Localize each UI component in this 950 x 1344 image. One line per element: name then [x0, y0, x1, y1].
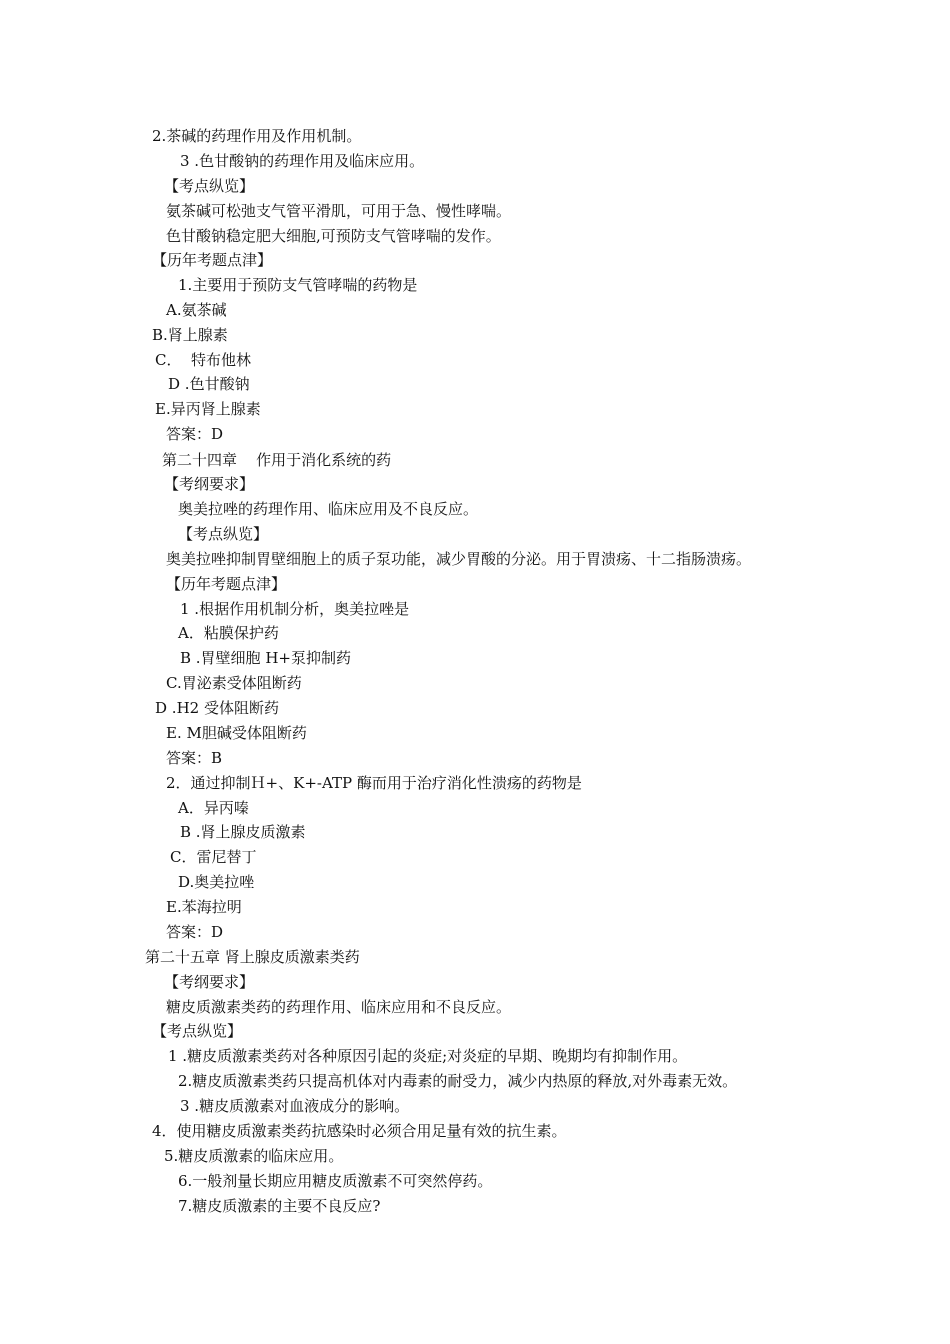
answer-option: B.肾上腺素 — [152, 326, 228, 344]
answer-option: B .肾上腺皮质激素 — [180, 823, 306, 841]
answer-option: D.奥美拉唑 — [178, 873, 255, 891]
section-heading: 【考点纵览】 — [164, 177, 255, 195]
answer-option: C.胃泌素受体阻断药 — [166, 674, 302, 692]
answer-option: A．粘膜保护药 — [178, 624, 279, 642]
section-heading: 【考点纵览】 — [178, 525, 269, 543]
answer-option: E.苯海拉明 — [166, 898, 242, 916]
question-text: 1 .根据作用机制分析，奥美拉唑是 — [180, 600, 410, 618]
question-text: 1.主要用于预防支气管哮喘的药物是 — [178, 276, 418, 294]
text-line: 色甘酸钠稳定肥大细胞,可预防支气管哮喘的发作。 — [166, 227, 501, 245]
section-heading: 【历年考题点津】 — [166, 575, 287, 593]
answer-key: 答案：B — [166, 749, 223, 767]
text-line: 氨茶碱可松弛支气管平滑肌，可用于急、慢性哮喘。 — [166, 202, 512, 220]
answer-option: E.异丙肾上腺素 — [155, 400, 261, 418]
text-line: 5.糖皮质激素的临床应用。 — [164, 1147, 344, 1165]
section-heading: 【历年考题点津】 — [152, 251, 273, 269]
text-line: 奥美拉唑抑制胃壁细胞上的质子泵功能，减少胃酸的分泌。用于胃溃疡、十二指肠溃疡。 — [166, 550, 752, 568]
text-line: 糖皮质激素类药的药理作用、临床应用和不良反应。 — [166, 998, 512, 1016]
answer-option: E. M胆碱受体阻断药 — [166, 724, 307, 742]
question-text: 2．通过抑制Ｈ+、K+-ATP 酶而用于治疗消化性溃疡的药物是 — [166, 774, 582, 792]
section-heading: 【考点纵览】 — [152, 1022, 243, 1040]
answer-option: A．异丙嗪 — [178, 799, 249, 817]
text-line: 6.一般剂量长期应用糖皮质激素不可突然停药。 — [178, 1172, 493, 1190]
text-line: 1 .糖皮质激素类药对各种原因引起的炎症;对炎症的早期、晚期均有抑制作用。 — [168, 1047, 688, 1065]
answer-option: D .色甘酸钠 — [168, 375, 250, 393]
text-line: 奥美拉唑的药理作用、临床应用及不良反应。 — [178, 500, 479, 518]
text-line: 2.茶碱的药理作用及作用机制。 — [152, 127, 362, 145]
text-line: 3 .糖皮质激素对血液成分的影响。 — [180, 1097, 410, 1115]
answer-option: D .H2 受体阻断药 — [155, 699, 279, 717]
chapter-heading: 第二十四章 作用于消化系统的药 — [162, 451, 392, 469]
answer-option: B .胃壁细胞 H+泵抑制药 — [180, 649, 351, 667]
answer-key: 答案：D — [166, 425, 224, 443]
text-line: 3 .色甘酸钠的药理作用及临床应用。 — [180, 152, 425, 170]
text-line: 7.糖皮质激素的主要不良反应? — [178, 1197, 381, 1215]
text-line: 2.糖皮质激素类药只提高机体对内毒素的耐受力，减少内热原的释放,对外毒素无效。 — [178, 1072, 738, 1090]
answer-option: C．雷尼替丁 — [170, 848, 257, 866]
chapter-heading: 第二十五章 肾上腺皮质激素类药 — [145, 948, 360, 966]
answer-key: 答案：D — [166, 923, 224, 941]
section-heading: 【考纲要求】 — [164, 973, 255, 991]
answer-option: A.氨茶碱 — [166, 301, 227, 319]
text-line: 4．使用糖皮质激素类药抗感染时必须合用足量有效的抗生素。 — [152, 1122, 567, 1140]
section-heading: 【考纲要求】 — [164, 475, 255, 493]
answer-option: C． 特布他林 — [155, 351, 252, 369]
